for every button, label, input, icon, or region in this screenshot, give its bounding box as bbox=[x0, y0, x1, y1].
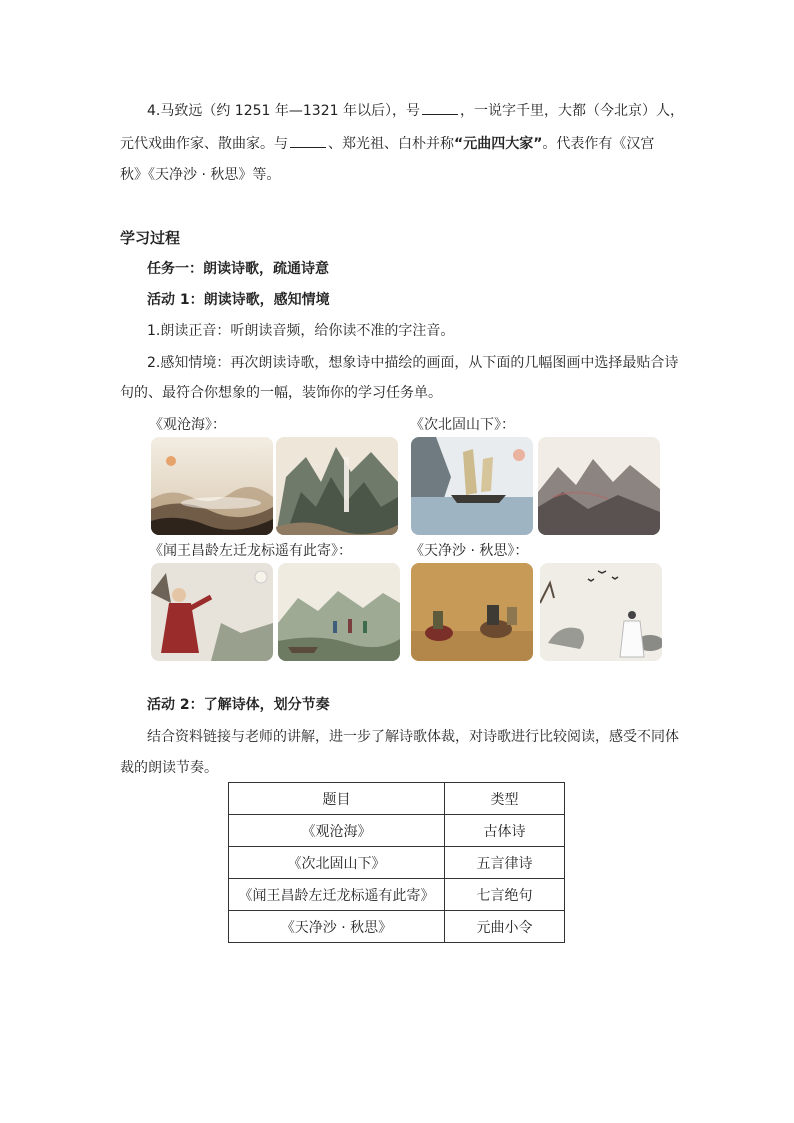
table-row bbox=[229, 911, 565, 943]
intro-text: 。代表作有《汉宫 bbox=[542, 136, 655, 152]
intro-line-3 bbox=[120, 165, 280, 185]
image-scholar-figure[interactable] bbox=[151, 563, 273, 661]
image-lonely-traveler[interactable] bbox=[540, 563, 662, 661]
intro-text: 4.马致远（约 1251 年—1321 年以后），号 bbox=[147, 103, 420, 119]
intro-line-1 bbox=[147, 100, 684, 121]
section-title: 学习过程 bbox=[120, 229, 181, 247]
intro-text: ，一说字千里，大都（今北京）人， bbox=[459, 103, 684, 119]
poem-type-cell: 古体诗 bbox=[445, 815, 565, 847]
activity-2-line-1: 结合资料链接与老师的讲解，进一步了解诗歌体裁，对诗歌进行比较阅读，感受不同体 bbox=[147, 729, 679, 745]
task-1-title: 任务一：朗读诗歌，疏通诗意 bbox=[147, 261, 329, 277]
image-misty-sea[interactable] bbox=[151, 437, 273, 535]
caption-ci-bei-gu-shan: 《次北固山下》： bbox=[410, 417, 515, 433]
four-masters-term: “元曲四大家” bbox=[454, 136, 543, 152]
poem-type-cell: 五言律诗 bbox=[445, 847, 565, 879]
intro-line-2 bbox=[120, 133, 654, 154]
intro-text: 、郑光祖、白朴并称 bbox=[328, 136, 454, 152]
step-2-line-1: 2.感知情境：再次朗读诗歌，想象诗中描绘的画面，从下面的几幅图画中选择最贴合诗 bbox=[147, 355, 679, 371]
table-row bbox=[229, 879, 565, 911]
activity-2-line-2: 裁的朗读节奏。 bbox=[120, 760, 218, 776]
step-1: 1.朗读正音：听朗读音频，给你读不准的字注音。 bbox=[147, 323, 455, 339]
poem-title-cell: 《观沧海》 bbox=[229, 815, 445, 847]
header-title: 题目 bbox=[229, 783, 445, 815]
intro-text: 秋》《天净沙 · 秋思》等。 bbox=[120, 167, 281, 183]
image-mountain-waterfall[interactable] bbox=[276, 437, 398, 535]
image-horse-riders[interactable] bbox=[411, 563, 533, 661]
poem-type-cell: 元曲小令 bbox=[445, 911, 565, 943]
image-river-landscape[interactable] bbox=[278, 563, 400, 661]
table-row bbox=[229, 847, 565, 879]
intro-text: 元代戏曲作家、散曲家。与 bbox=[120, 136, 288, 152]
caption-guan-cang-hai: 《观沧海》： bbox=[149, 417, 226, 433]
fill-blank bbox=[422, 100, 458, 115]
image-mountain-peaks[interactable] bbox=[538, 437, 660, 535]
fill-blank bbox=[290, 133, 326, 148]
poem-type-table bbox=[228, 782, 565, 943]
activity-2-title: 活动 2：了解诗体，划分节奏 bbox=[147, 697, 330, 713]
caption-tian-jing-sha: 《天净沙 · 秋思》： bbox=[410, 543, 529, 559]
caption-wen-wang-changling: 《闻王昌龄左迁龙标遥有此寄》： bbox=[149, 543, 352, 559]
table-row bbox=[229, 815, 565, 847]
poem-title-cell: 《次北固山下》 bbox=[229, 847, 445, 879]
poem-type-cell: 七言绝句 bbox=[445, 879, 565, 911]
activity-1-title: 活动 1：朗读诗歌，感知情境 bbox=[147, 292, 330, 308]
poem-title-cell: 《闻王昌龄左迁龙标遥有此寄》 bbox=[229, 879, 445, 911]
table-header-row bbox=[229, 783, 565, 815]
poem-title-cell: 《天净沙 · 秋思》 bbox=[229, 911, 445, 943]
header-type: 类型 bbox=[445, 783, 565, 815]
image-sailboat[interactable] bbox=[411, 437, 533, 535]
step-2-line-2: 句的、最符合你想象的一幅，装饰你的学习任务单。 bbox=[120, 385, 442, 401]
